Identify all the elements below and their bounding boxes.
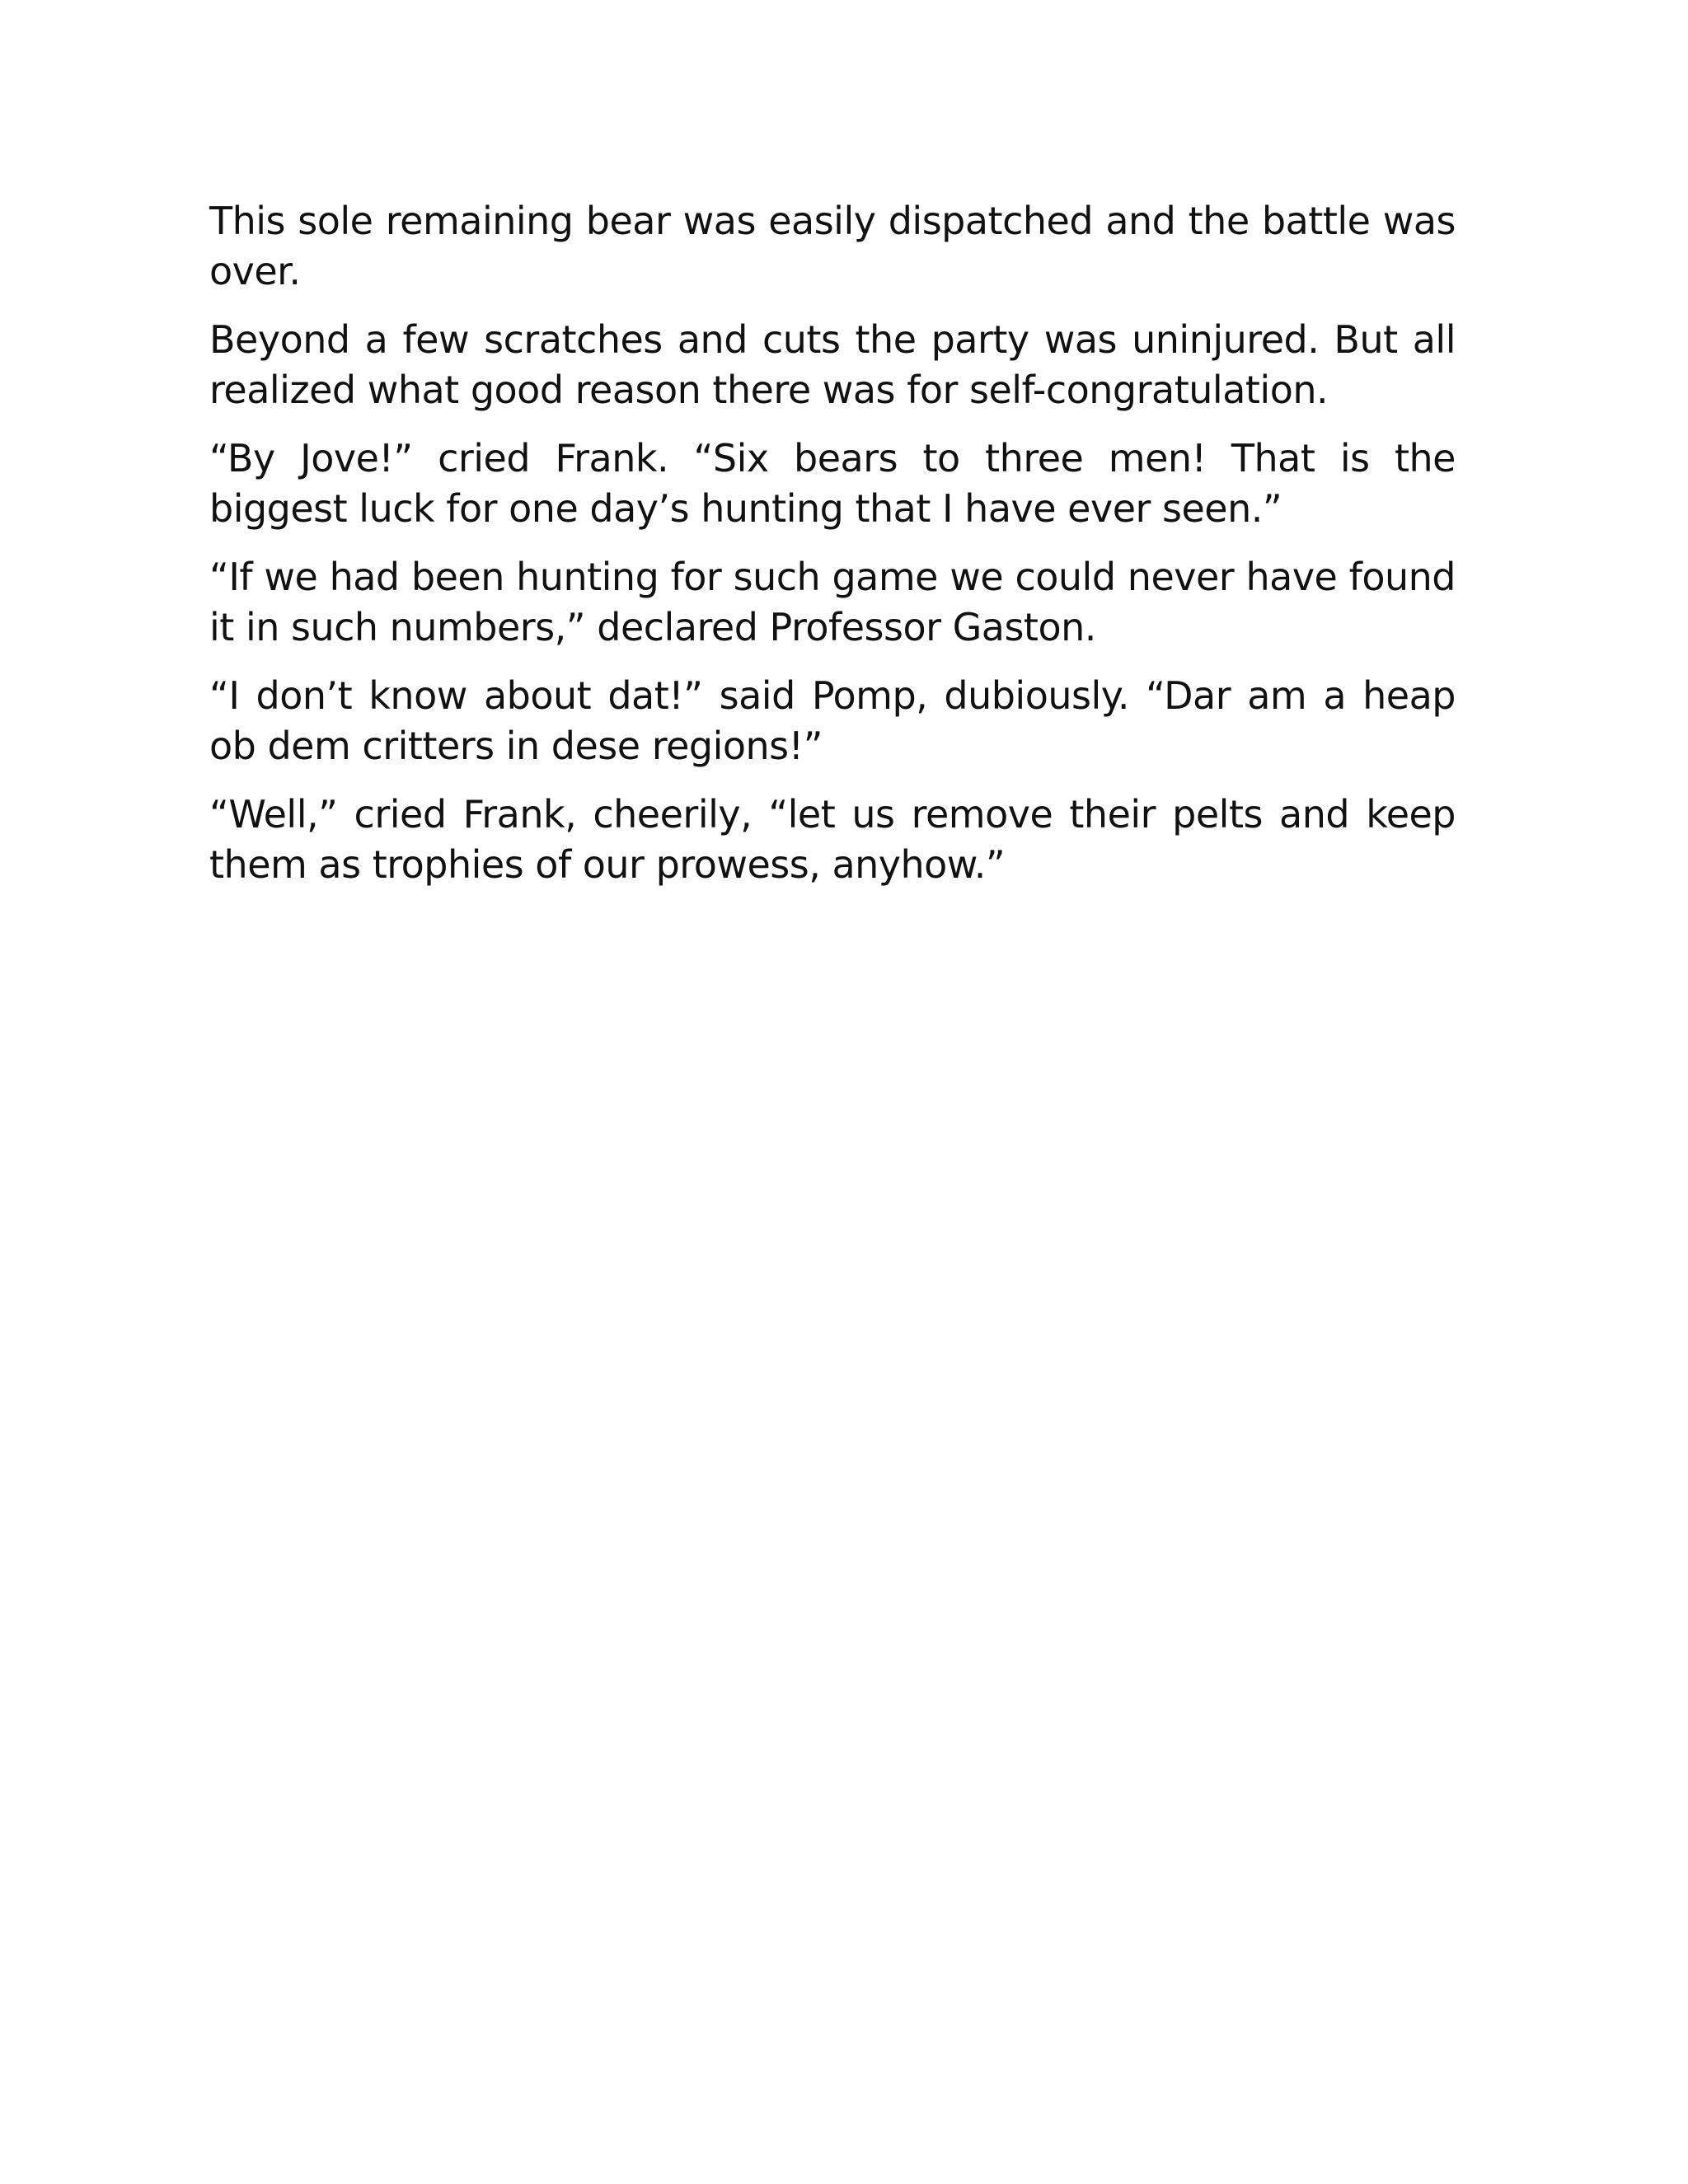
paragraph-5: “I don’t know about dat!” said Pomp, dubiously. “Dar am a heap ob dem critters in dese regions!”: [209, 673, 1456, 768]
paragraph-1: This sole remaining bear was easily dispatched and the battle was over.: [209, 199, 1456, 293]
paragraph-3: “By Jove!” cried Frank. “Six bears to three men! That is the biggest luck for one day’s hunting that I have ever seen.”: [209, 436, 1456, 531]
body-text: [209, 196, 1456, 908]
paragraph-2: Beyond a few scratches and cuts the party was uninjured. But all realized what good reason there was for self-congratulation.: [209, 317, 1456, 412]
paragraph-6: “Well,” cried Frank, cheerily, “let us remove their pelts and keep them as trophies of our prowess, anyhow.”: [209, 792, 1456, 887]
paragraph-4: “If we had been hunting for such game we could never have found it in such numbers,” declared Professor Gaston.: [209, 555, 1456, 649]
